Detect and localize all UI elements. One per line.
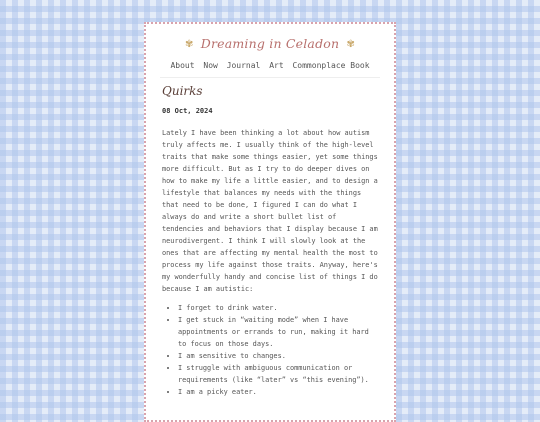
nav-link-about[interactable]: About xyxy=(170,61,195,70)
nav-link-journal[interactable]: Journal xyxy=(226,61,261,70)
journal-post xyxy=(146,84,394,398)
nav-link-art[interactable]: Art xyxy=(269,61,284,70)
list-item: • I am sensitive to changes. xyxy=(178,350,378,362)
nav-link-now[interactable]: Now xyxy=(203,61,218,70)
list-item: • I get stuck in “waiting mode” when I have appointments or errands to run, making it hard to focus on those days. xyxy=(178,314,378,350)
site-header xyxy=(146,36,394,51)
post-title: Quirks xyxy=(162,84,203,98)
nav-link-commonplace-book[interactable]: Commonplace Book xyxy=(292,61,370,70)
quirks-list xyxy=(162,302,378,398)
list-item: • I am a picky eater. xyxy=(178,386,378,398)
bow-icon-right: ✾ xyxy=(346,39,356,50)
site-title[interactable]: Dreaming in Celadon xyxy=(200,36,340,51)
list-item: • I struggle with ambiguous communication or requirements (like “later” vs “this evening”). xyxy=(178,362,378,386)
nav-divider xyxy=(160,77,380,78)
post-body: Lately I have been thinking a lot about how autism truly affects me. I usually think of the high-level traits that make some things easier, yet some things more difficult. But as I try to do deeper dives on how to make my life a little easier, and to design a lifestyle that balances my needs with the things that need to be done, I figured I can do what I always do and write a short bullet list of tendencies and behaviors that I display because I am neurodivergent. I think I will slowly look at the ones that are affecting my mental health the most to process my life against those traits. Anyway, here's my wonderfully handy and concise list of things I do because I am autistic: xyxy=(162,129,378,293)
post-date: 08 Oct, 2024 xyxy=(162,107,213,115)
main-nav xyxy=(146,61,394,70)
list-item: • I forget to drink water. xyxy=(178,302,378,314)
bow-icon-left: ✾ xyxy=(184,39,194,50)
content-card xyxy=(144,22,396,422)
